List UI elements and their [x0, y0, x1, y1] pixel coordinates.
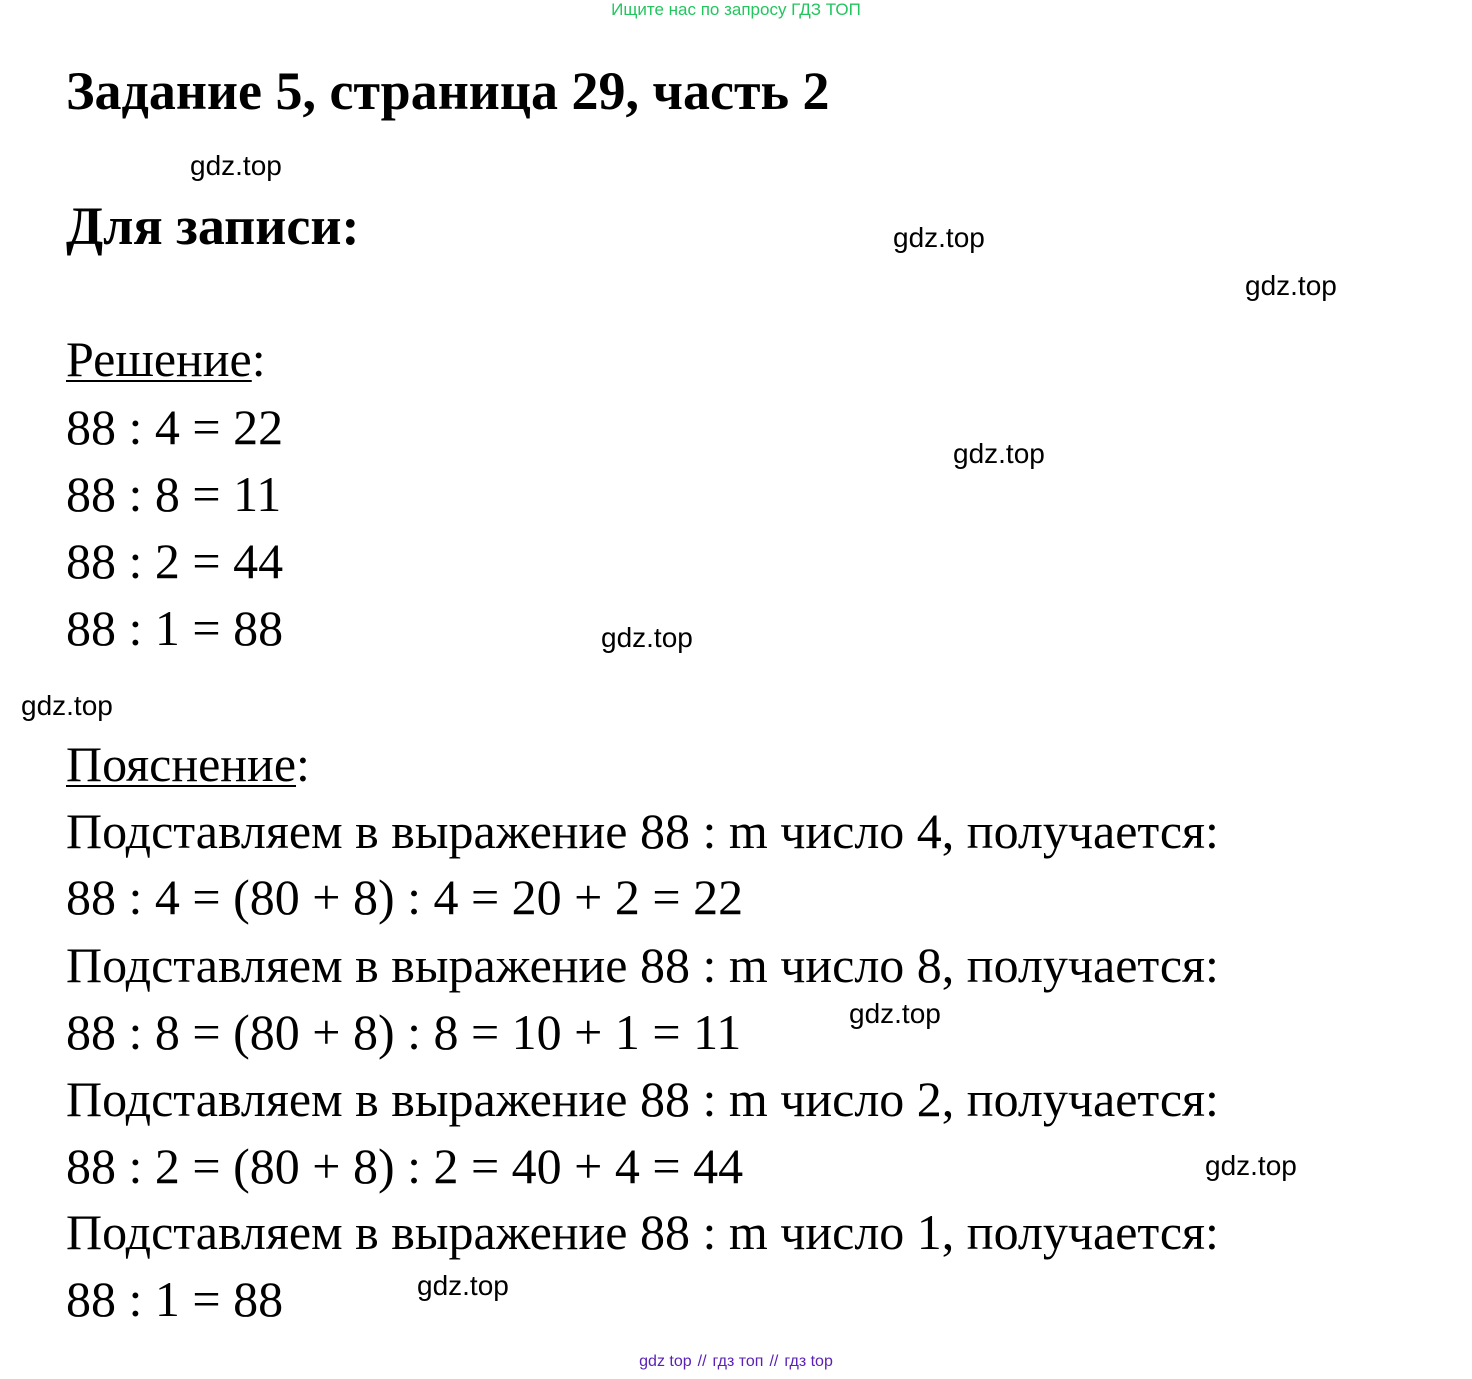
explanation-heading-label: Пояснение — [66, 736, 297, 792]
explanation-line: 88 : 1 = 88 — [66, 1271, 284, 1327]
footer-item: gdz top — [639, 1353, 692, 1370]
footer-separator: // — [769, 1353, 779, 1370]
footer-item: гдз топ — [712, 1353, 764, 1370]
solution-line: 88 : 2 = 44 — [66, 533, 284, 589]
page-title: Задание 5, страница 29, часть 2 — [66, 61, 830, 121]
footer-item: гдз top — [784, 1353, 833, 1370]
watermark: gdz.top — [893, 222, 985, 253]
explanation-heading — [66, 735, 310, 793]
subtitle: Для записи: — [66, 196, 360, 256]
explanation-line: 88 : 4 = (80 + 8) : 4 = 20 + 2 = 22 — [66, 869, 744, 925]
solution-line: 88 : 4 = 22 — [66, 399, 284, 455]
top-banner: Ищите нас по запросу ГДЗ ТОП — [611, 0, 861, 19]
explanation-heading-colon: : — [296, 736, 310, 792]
explanation-line: Подставляем в выражение 88 : m число 1, получается: — [66, 1204, 1219, 1260]
solution-line: 88 : 8 = 11 — [66, 466, 282, 522]
footer — [0, 1353, 1472, 1371]
explanation-line: 88 : 8 = (80 + 8) : 8 = 10 + 1 = 11 — [66, 1004, 742, 1060]
watermark: gdz.top — [601, 622, 693, 653]
watermark: gdz.top — [849, 998, 941, 1029]
watermark: gdz.top — [1205, 1150, 1297, 1181]
explanation-line: 88 : 2 = (80 + 8) : 2 = 40 + 4 = 44 — [66, 1138, 744, 1194]
explanation-line: Подставляем в выражение 88 : m число 4, получается: — [66, 803, 1219, 859]
watermark: gdz.top — [417, 1270, 509, 1301]
watermark: gdz.top — [190, 150, 282, 181]
solution-heading-label: Решение — [66, 331, 252, 387]
watermark: gdz.top — [21, 690, 113, 721]
solution-heading-colon: : — [251, 331, 266, 387]
footer-separator: // — [697, 1353, 707, 1370]
solution-heading — [66, 330, 266, 388]
watermark: gdz.top — [953, 438, 1045, 469]
watermark: gdz.top — [1245, 270, 1337, 301]
explanation-line: Подставляем в выражение 88 : m число 8, получается: — [66, 937, 1219, 993]
solution-line: 88 : 1 = 88 — [66, 600, 284, 656]
explanation-line: Подставляем в выражение 88 : m число 2, получается: — [66, 1071, 1219, 1127]
